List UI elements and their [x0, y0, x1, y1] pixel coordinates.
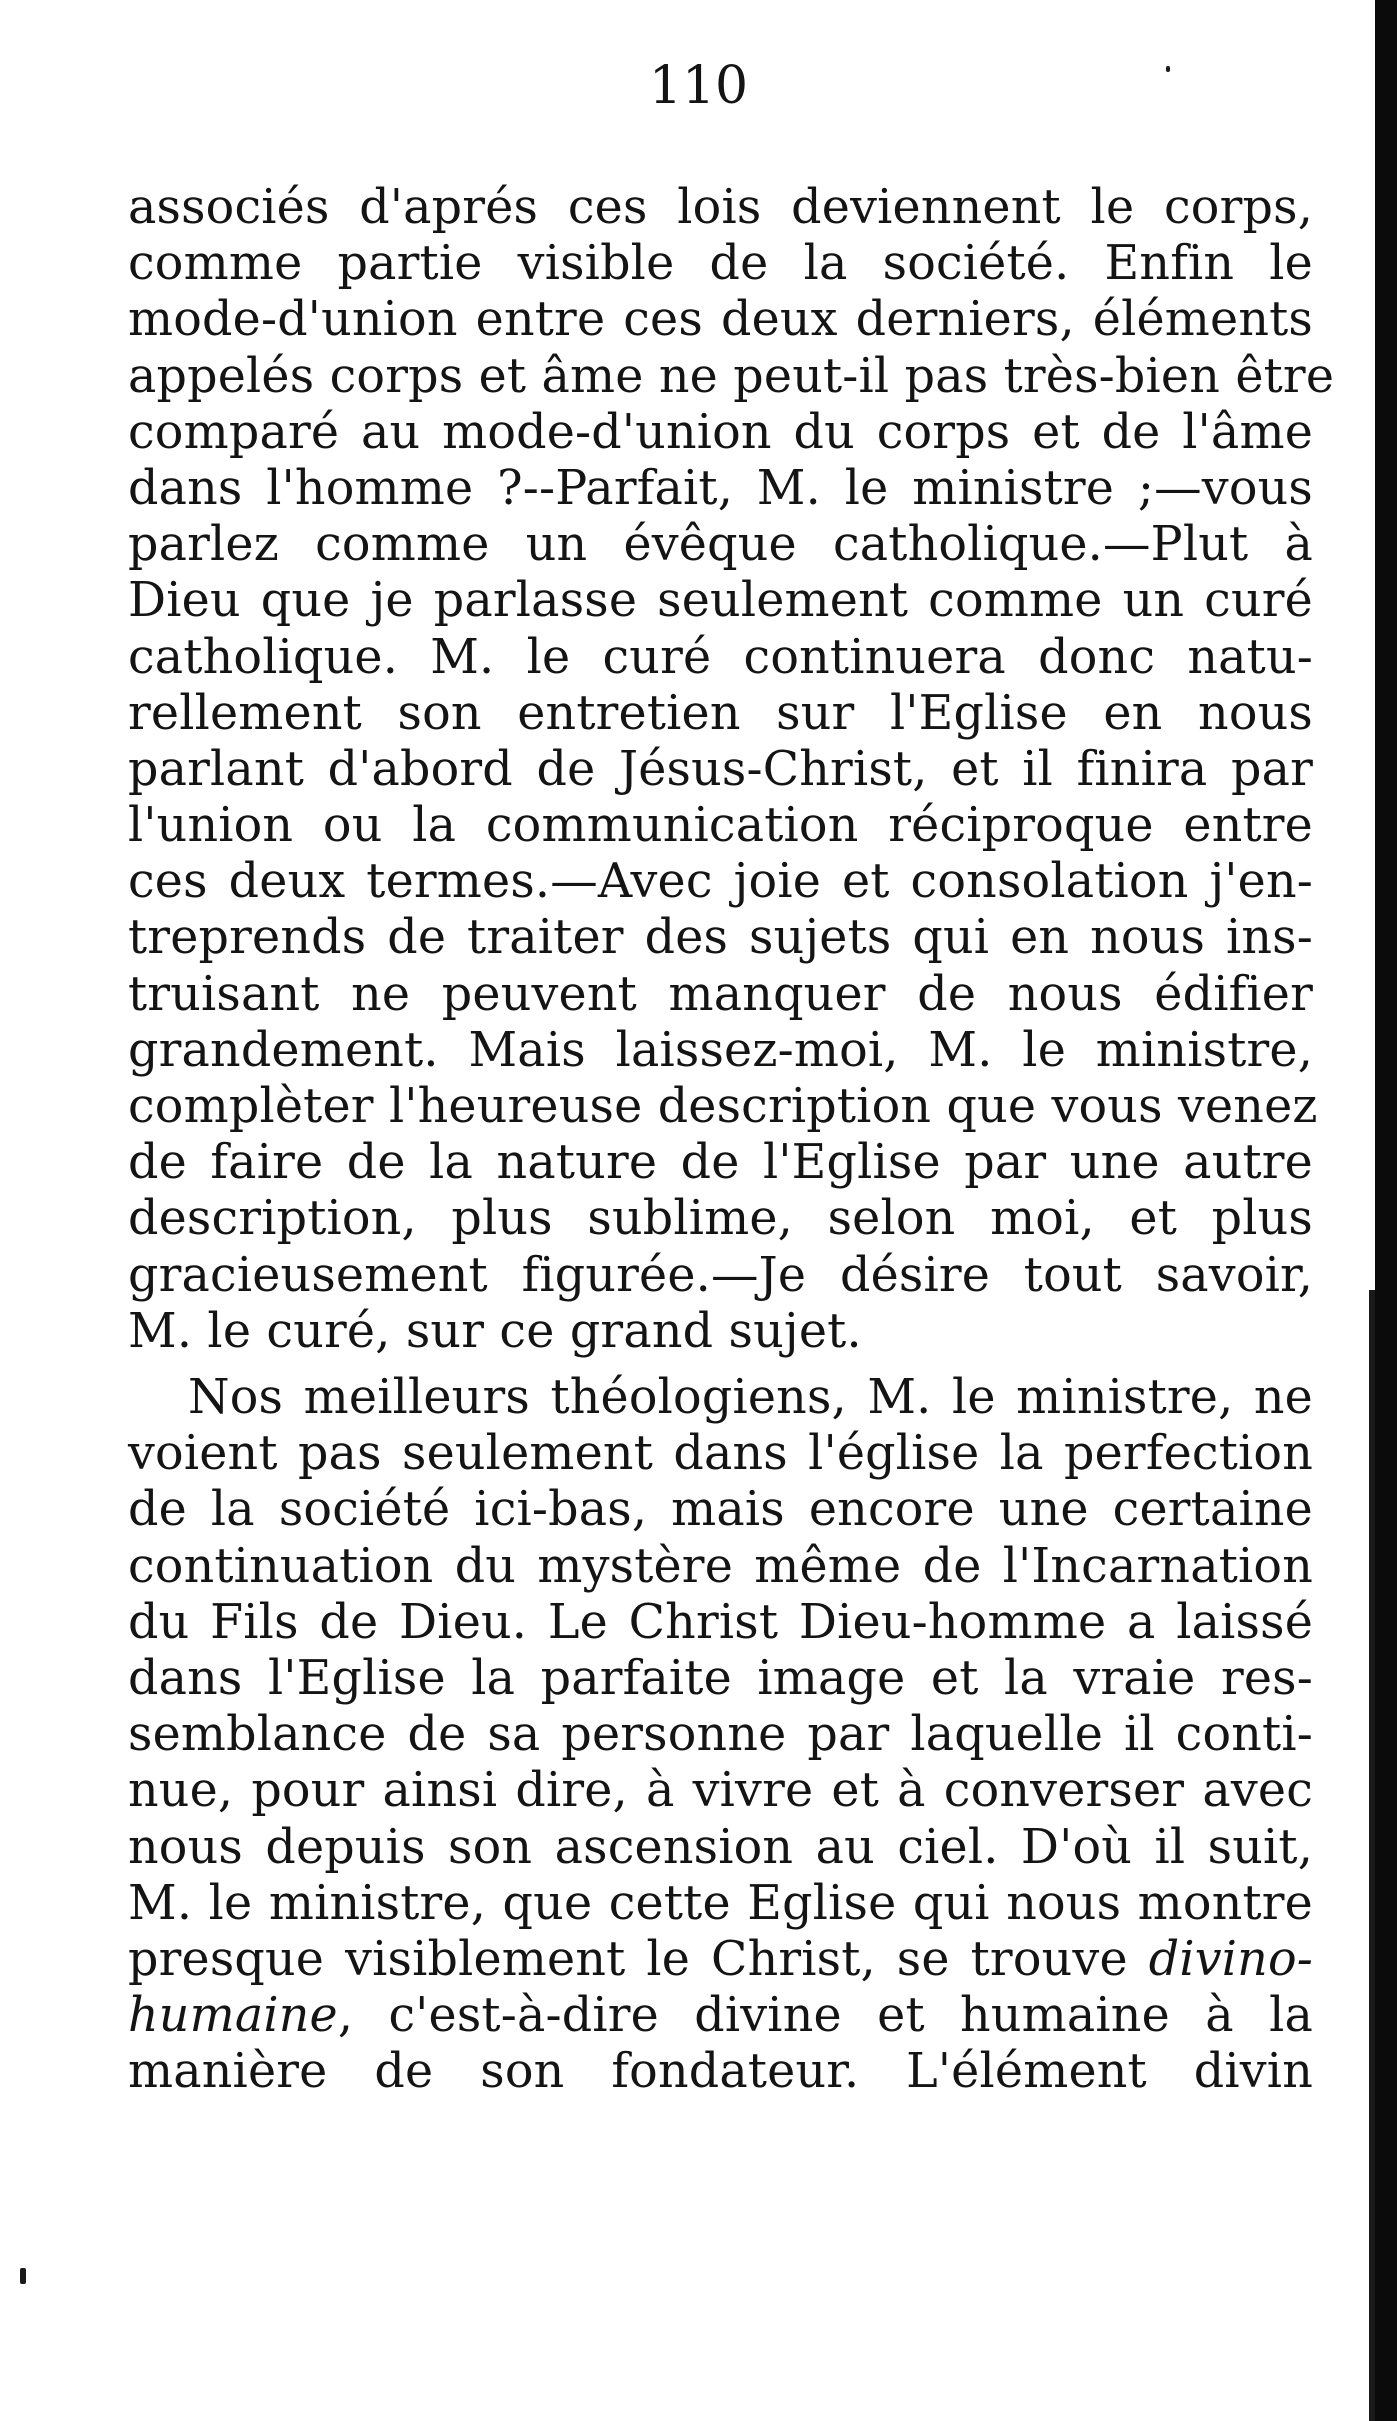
text-line: M. le curé, sur ce grand sujet. — [128, 1303, 862, 1359]
text-line: parlez comme un évêque catholique.—Plut à — [128, 517, 1313, 573]
text-line: ces deux termes.—Avec joie et consolation j'en- — [128, 854, 1313, 910]
text-line: dans l'Eglise la parfaite image et la vraie res- — [128, 1650, 1313, 1706]
text-line: comme partie visible de la société. Enfin le — [128, 236, 1313, 292]
text-line: appelés corps et âme ne peut-il pas très-bien être — [128, 348, 1335, 404]
text-line: treprends de traiter des sujets qui en nous ins- — [128, 910, 1313, 966]
text-line — [128, 1988, 1313, 2044]
text-line: parlant d'abord de Jésus-Christ, et il finira par — [128, 741, 1313, 797]
text-line: Dieu que je parlasse seulement comme un curé — [128, 573, 1313, 629]
text-segment: presque visiblement le Christ, se trouve — [128, 1931, 1149, 1987]
text-line: gracieusement figurée.—Je désire tout savoir, — [128, 1247, 1313, 1303]
text-line: rellement son entretien sur l'Eglise en nous — [128, 685, 1313, 741]
page-edge-border — [1375, 0, 1397, 2421]
text-line — [128, 1932, 1313, 1988]
text-line: comparé au mode-d'union du corps et de l'âme — [128, 404, 1313, 460]
text-line: de faire de la nature de l'Eglise par une autre — [128, 1135, 1313, 1191]
text-line: manière de son fondateur. L'élément divin — [128, 2044, 1313, 2100]
text-line: nous depuis son ascension au ciel. D'où il suit, — [128, 1819, 1313, 1875]
text-segment: , c'est-à-dire divine et humaine à la — [337, 1988, 1313, 2044]
text-line: truisant ne peuvent manquer de nous édifier — [128, 966, 1313, 1022]
text-line: M. le ministre, que cette Eglise qui nous montre — [128, 1875, 1313, 1931]
text-line: grandement. Mais laissez-moi, M. le ministre, — [128, 1022, 1313, 1078]
ink-speck — [20, 2268, 26, 2284]
text-line: voient pas seulement dans l'église la perfection — [128, 1426, 1313, 1482]
page-edge-shadow — [1369, 1290, 1375, 2421]
italic-word: humaine — [128, 1988, 338, 2044]
text-line: du Fils de Dieu. Le Christ Dieu-homme a laissé — [128, 1594, 1313, 1650]
ink-speck — [1166, 66, 1170, 72]
text-line: continuation du mystère même de l'Incarnation — [128, 1538, 1313, 1594]
paragraph-2 — [128, 1370, 1313, 2100]
text-line: complèter l'heureuse description que vous venez — [128, 1079, 1318, 1134]
text-line: dans l'homme ?--Parfait, M. le ministre ;—vous — [128, 460, 1313, 516]
text-line: l'union ou la communication réciproque entre — [128, 798, 1313, 854]
italic-word: divino- — [1148, 1931, 1313, 1987]
text-line: associés d'aprés ces lois deviennent le corps, — [128, 180, 1313, 235]
text-line: de la société ici-bas, mais encore une certaine — [128, 1482, 1313, 1538]
text-line: nue, pour ainsi dire, à vivre et à converser avec — [128, 1763, 1313, 1819]
text-line: mode-d'union entre ces deux derniers, éléments — [128, 292, 1313, 348]
paragraph-1 — [128, 180, 1335, 1360]
text-line: Nos meilleurs théologiens, M. le ministre, ne — [188, 1370, 1313, 1425]
text-line: catholique. M. le curé continuera donc natu- — [128, 629, 1313, 685]
text-line: description, plus sublime, selon moi, et plus — [128, 1191, 1313, 1247]
page-number: 110 — [648, 56, 749, 116]
text-line: semblance de sa personne par laquelle il conti- — [128, 1707, 1313, 1763]
